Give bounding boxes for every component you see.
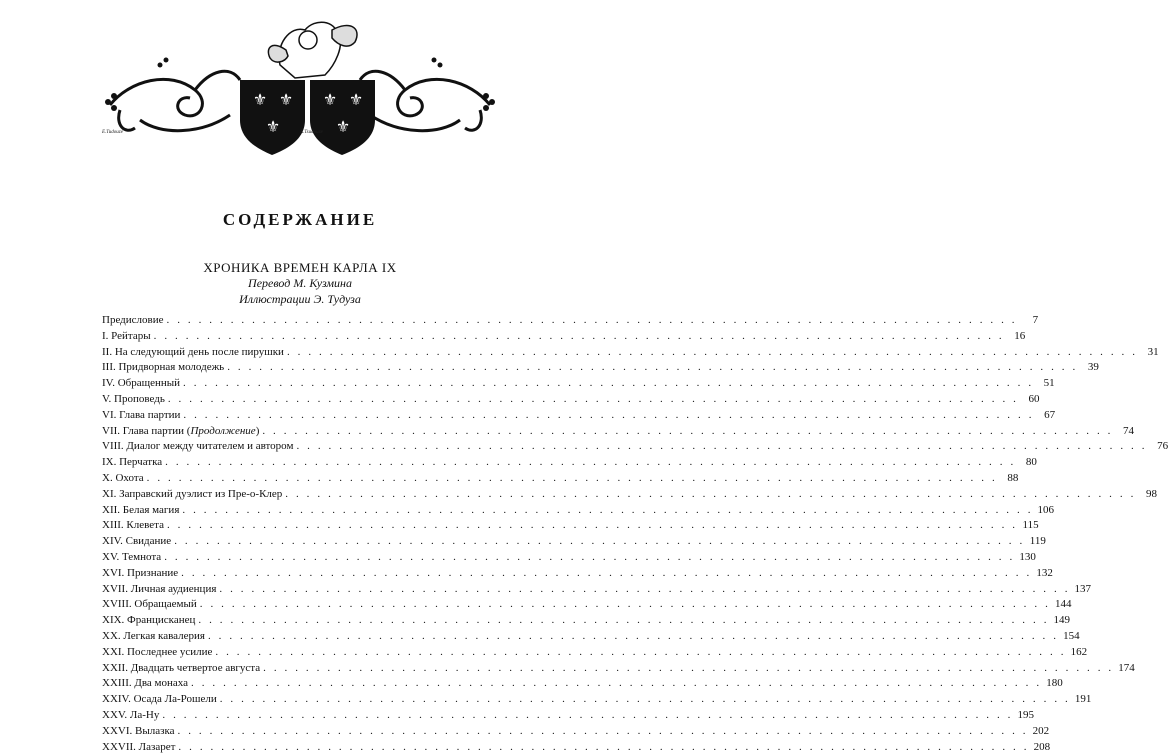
toc-entry-title-text: I. Рейтары (102, 329, 151, 342)
dot-leader: . . . . . . . . . . . . . . . . . . . . . . . . . . . . . . . . . . . . . . . . . . . . . . . . . . . . . . . . . . . . . . . . . . . . . . . . . . . . . . . . (164, 550, 1015, 563)
headpiece-vignette (100, 10, 500, 160)
toc-entry-title-text: IV. Обращенный (102, 377, 181, 390)
toc-entry (102, 661, 1135, 677)
toc-entry-title (102, 455, 162, 471)
toc-entry-title (102, 692, 217, 708)
toc-entry-title (102, 518, 164, 534)
toc-entry-title-text: XII. Белая магия (102, 503, 180, 516)
dot-leader: . . . . . . . . . . . . . . . . . . . . . . . . . . . . . . . . . . . . . . . . . . . . . . . . . . . . . . . . . . . . . . . . . . . . . . . . . . . . . . . . (199, 598, 1051, 611)
dot-leader: . . . . . . . . . . . . . . . . . . . . . . . . . . . . . . . . . . . . . . . . . . . . . . . . . . . . . . . . . . . . . . . . . . . . . . . . . . . . . . . . (286, 345, 1138, 358)
toc-entry (102, 471, 1019, 487)
dot-leader: . . . . . . . . . . . . . . . . . . . . . . . . . . . . . . . . . . . . . . . . . . . . . . . . . . . . . . . . . . . . . . . . . . . . . . . . . . . . . . . . (198, 614, 1050, 627)
toc-entry-title-text: XIII. Клевета (102, 519, 164, 532)
dot-leader: . . . . . . . . . . . . . . . . . . . . . . . . . . . . . . . . . . . . . . . . . . . . . . . . . . . . . . . . . . . . . . . . . . . . . . . . . . . . . . . . (166, 314, 1018, 326)
toc-entry-title (102, 708, 159, 724)
toc-entry-title (102, 329, 151, 345)
dot-leader: . . . . . . . . . . . . . . . . . . . . . . . . . . . . . . . . . . . . . . . . . . . . . . . . . . . . . . . . . . . . . . . . . . . . . . . . . . . . . . . . (296, 440, 1148, 453)
toc-entry (102, 724, 1050, 740)
toc-entry-title-text: V. Проповедь (102, 392, 165, 405)
toc-entry (102, 708, 1035, 724)
toc-entry-title (102, 629, 205, 645)
cherub-icon (268, 22, 357, 78)
toc-entry (102, 345, 1159, 361)
toc-entry-title-text: XV. Темнота (102, 550, 162, 563)
toc-entry-title-text: IX. Перчатка (102, 456, 163, 469)
toc-page-number: 202 (1032, 724, 1050, 737)
dot-leader: . . . . . . . . . . . . . . . . . . . . . . . . . . . . . . . . . . . . . . . . . . . . . . . . . . . . . . . . . . . . . . . . . . . . . . . . . . . . . . . . (219, 582, 1071, 595)
toc-entry-title (102, 550, 161, 566)
toc-page-number: 130 (1019, 550, 1036, 563)
toc-page-number: 67 (1044, 408, 1056, 421)
toc-entry-title-text: XI. Заправский дуэлист из Пре-о-Клер (102, 487, 283, 500)
toc-page-number: 162 (1070, 645, 1088, 658)
toc-entry-title (102, 740, 175, 755)
acanthus-scroll-icon (110, 79, 202, 115)
toc-entry-title-text: XXI. Последнее усилие (102, 645, 213, 658)
dot-leader: . . . . . . . . . . . . . . . . . . . . . . . . . . . . . . . . . . . . . . . . . . . . . . . . . . . . . . . . . . . . . . . . . . . . . . . . . . . . . . . . (153, 329, 1005, 342)
dot-leader: . . . . . . . . . . . . . . . . . . . . . . . . . . . . . . . . . . . . . . . . . . . . . . . . . . . . . . . . . . . . . . . . . . . . . . . . . . . . . . . . (191, 677, 1042, 690)
toc-entry-title-text: XXII. Двадцать четвертое августа (102, 661, 261, 674)
toc-entry (102, 676, 1063, 692)
toc-page-number: 76 (1157, 440, 1168, 453)
toc-page-number: 191 (1074, 693, 1092, 706)
toc-page-number: 115 (1022, 519, 1039, 532)
toc-page-number: 174 (1118, 661, 1135, 674)
toc-entry (102, 597, 1072, 613)
toc-entry-title-text: XXIV. Осада Ла-Рошели (102, 693, 217, 706)
toc-entry (102, 424, 1135, 440)
toc-entry-title-text: XVII. Личная аудиенция (102, 582, 217, 595)
toc-entry (102, 455, 1037, 471)
dot-leader: . . . . . . . . . . . . . . . . . . . . . . . . . . . . . . . . . . . . . . . . . . . . . . . . . . . . . . . . . . . . . . . . . . . . . . . . . . . . . . . . (167, 392, 1019, 405)
toc-entry (102, 534, 1046, 550)
toc-entry-title-italic: Продолжение (190, 424, 256, 437)
toc-entry-title-text: Предисловие (102, 314, 164, 326)
toc-entry-title (102, 597, 197, 613)
toc-entry (102, 518, 1039, 534)
table-of-contents (102, 313, 1168, 755)
toc-page-number: 80 (1025, 456, 1037, 469)
toc-entry-title-text: VI. Глава партии (102, 408, 181, 421)
dot-leader: . . . . . . . . . . . . . . . . . . . . . . . . . . . . . . . . . . . . . . . . . . . . . . . . . . . . . . . . . . . . . . . . . . . . . . . . . . . . . . . . (207, 629, 1059, 642)
svg-text:⚜: ⚜ (335, 117, 351, 136)
toc-page-number: 149 (1053, 614, 1071, 627)
toc-entry-title (102, 534, 171, 550)
toc-entry (102, 740, 1051, 755)
dot-leader: . . . . . . . . . . . . . . . . . . . . . . . . . . . . . . . . . . . . . . . . . . . . . . . . . . . . . . . . . . . . . . . . . . . . . . . . . . . . . . . . (166, 519, 1018, 532)
toc-entry-title (102, 676, 188, 692)
toc-entry (102, 566, 1053, 582)
toc-entry-title (102, 408, 180, 424)
toc-entry (102, 629, 1080, 645)
dot-leader: . . . . . . . . . . . . . . . . . . . . . . . . . . . . . . . . . . . . . . . . . . . . . . . . . . . . . . . . . . . . . . . . . . . . . . . . . . . . . . . . (263, 661, 1114, 674)
translator-credit: Перевод М. Кузмина (248, 276, 352, 290)
toc-entry-title-text: XX. Легкая кавалерия (102, 629, 205, 642)
toc-page-number: 144 (1054, 598, 1072, 611)
toc-entry (102, 313, 1039, 329)
toc-entry (102, 487, 1157, 503)
illustrator-signature-left: E.Tudouze (102, 130, 123, 135)
toc-entry-title-text: XVI. Признание (102, 566, 179, 579)
svg-text:⚜: ⚜ (252, 90, 268, 109)
toc-entry-title (102, 503, 179, 519)
toc-entry (102, 692, 1092, 708)
dot-leader: . . . . . . . . . . . . . . . . . . . . . . . . . . . . . . . . . . . . . . . . . . . . . . . . . . . . . . . . . . . . . . . . . . . . . . . . . . . . . . . . (162, 708, 1014, 721)
toc-entry-title-text: II. На следующий день после пирушки (102, 345, 284, 358)
toc-entry (102, 550, 1036, 566)
toc-page-number: 137 (1074, 582, 1092, 595)
toc-entry (102, 392, 1040, 408)
toc-entry-title-text: XXV. Ла-Ну (102, 708, 160, 721)
contents-heading: СОДЕРЖАНИЕ (222, 210, 378, 229)
toc-entry (102, 360, 1099, 376)
toc-page-number: 51 (1043, 377, 1055, 390)
toc-entry-title-text: XIV. Свидание (102, 535, 172, 548)
toc-page-number: 31 (1147, 345, 1159, 358)
toc-entry-title-text: X. Охота (102, 471, 144, 484)
illustrator-signature-right: A.Tsudouze (300, 130, 323, 135)
toc-page-number: 195 (1017, 708, 1035, 721)
toc-page-number: 98 (1145, 487, 1157, 500)
toc-page-number: 180 (1046, 677, 1063, 690)
dot-leader: . . . . . . . . . . . . . . . . . . . . . . . . . . . . . . . . . . . . . . . . . . . . . . . . . . . . . . . . . . . . . . . . . . . . . . . . . . . . . . . . (177, 724, 1029, 737)
toc-entry-title (102, 424, 259, 440)
toc-entry-title-text: XXVI. Вылазка (102, 724, 175, 737)
dot-leader: . . . . . . . . . . . . . . . . . . . . . . . . . . . . . . . . . . . . . . . . . . . . . . . . . . . . . . . . . . . . . . . . . . . . . . . . . . . . . . . . (285, 487, 1136, 500)
dot-leader: . . . . . . . . . . . . . . . . . . . . . . . . . . . . . . . . . . . . . . . . . . . . . . . . . . . . . . . . . . . . . . . . . . . . . . . . . . . . . . . . (262, 424, 1114, 437)
toc-entry-title-text: XXIII. Два монаха (102, 677, 189, 690)
dot-leader: . . . . . . . . . . . . . . . . . . . . . . . . . . . . . . . . . . . . . . . . . . . . . . . . . . . . . . . . . . . . . . . . . . . . . . . . . . . . . . . . (182, 503, 1034, 516)
dot-leader: . . . . . . . . . . . . . . . . . . . . . . . . . . . . . . . . . . . . . . . . . . . . . . . . . . . . . . . . . . . . . . . . . . . . . . . . . . . . . . . . (146, 471, 998, 484)
toc-entry-title-text: III. Придворная молодежь (102, 361, 225, 374)
toc-entry (102, 503, 1055, 519)
toc-entry-title (102, 471, 144, 487)
dot-leader: . . . . . . . . . . . . . . . . . . . . . . . . . . . . . . . . . . . . . . . . . . . . . . . . . . . . . . . . . . . . . . . . . . . . . . . . . . . . . . . . (227, 361, 1078, 374)
toc-entry (102, 376, 1055, 392)
toc-page-number: 106 (1037, 503, 1055, 516)
svg-text:⚜: ⚜ (348, 90, 364, 109)
svg-text:⚜: ⚜ (278, 90, 294, 109)
toc-page-number: 7 (1032, 314, 1039, 326)
toc-entry-title (102, 645, 212, 661)
toc-page-number: 119 (1029, 535, 1046, 548)
toc-entry-title (102, 613, 195, 629)
toc-entry-title-text: XIX. Францисканец (102, 614, 196, 627)
dot-leader: . . . . . . . . . . . . . . . . . . . . . . . . . . . . . . . . . . . . . . . . . . . . . . . . . . . . . . . . . . . . . . . . . . . . . . . . . . . . . . . . (183, 408, 1035, 421)
illustrator-credit: Иллюстрации Э. Тудуза (239, 292, 361, 306)
toc-page-number: 88 (1007, 471, 1019, 484)
toc-entry (102, 582, 1092, 598)
toc-entry-title (102, 345, 284, 361)
toc-entry-title (102, 376, 180, 392)
toc-entry-title (102, 582, 216, 598)
dot-leader: . . . . . . . . . . . . . . . . . . . . . . . . . . . . . . . . . . . . . . . . . . . . . . . . . . . . . . . . . . . . . . . . . . . . . . . . . . . . . . . . (181, 566, 1032, 579)
svg-text:⚜: ⚜ (265, 117, 281, 136)
toc-entry-title-after: ) (255, 424, 260, 437)
toc-entry-title-text: XVIII. Обращаемый (102, 598, 197, 611)
toc-page-number: 132 (1036, 566, 1053, 579)
dot-leader: . . . . . . . . . . . . . . . . . . . . . . . . . . . . . . . . . . . . . . . . . . . . . . . . . . . . . . . . . . . . . . . . . . . . . . . . . . . . . . . . (215, 645, 1067, 658)
toc-entry-title (102, 313, 164, 329)
toc-entry (102, 645, 1088, 661)
dot-leader: . . . . . . . . . . . . . . . . . . . . . . . . . . . . . . . . . . . . . . . . . . . . . . . . . . . . . . . . . . . . . . . . . . . . . . . . . . . . . . . . (219, 693, 1071, 706)
toc-entry-title-text: VII. Глава партии ( (102, 424, 191, 437)
svg-text:⚜: ⚜ (322, 90, 338, 109)
toc-page-number: 60 (1028, 392, 1040, 405)
toc-entry-title (102, 392, 165, 408)
toc-entry-title-text: VIII. Диалог между читателем и автором (102, 440, 294, 453)
toc-entry-title (102, 487, 282, 503)
dot-leader: . . . . . . . . . . . . . . . . . . . . . . . . . . . . . . . . . . . . . . . . . . . . . . . . . . . . . . . . . . . . . . . . . . . . . . . . . . . . . . . . (174, 535, 1025, 548)
toc-entry-title (102, 439, 293, 455)
toc-entry-title (102, 661, 260, 677)
toc-entry-title (102, 724, 175, 740)
toc-page-number: 39 (1087, 361, 1099, 374)
toc-entry-title (102, 360, 224, 376)
toc-entry (102, 439, 1168, 455)
toc-entry (102, 408, 1056, 424)
toc-entry-title (102, 566, 178, 582)
toc-page-number: 74 (1123, 424, 1135, 437)
work-title: ХРОНИКА ВРЕМЕН КАРЛА IX (203, 260, 397, 275)
toc-entry-title-text: XXVII. Лазарет (102, 740, 176, 753)
dot-leader: . . . . . . . . . . . . . . . . . . . . . . . . . . . . . . . . . . . . . . . . . . . . . . . . . . . . . . . . . . . . . . . . . . . . . . . . . . . . . . . . (183, 377, 1034, 390)
toc-page-number: 154 (1063, 629, 1080, 642)
dot-leader: . . . . . . . . . . . . . . . . . . . . . . . . . . . . . . . . . . . . . . . . . . . . . . . . . . . . . . . . . . . . . . . . . . . . . . . . . . . . . . . . (178, 740, 1030, 753)
toc-page-number: 208 (1033, 740, 1051, 753)
dot-leader: . . . . . . . . . . . . . . . . . . . . . . . . . . . . . . . . . . . . . . . . . . . . . . . . . . . . . . . . . . . . . . . . . . . . . . . . . . . . . . . . (165, 456, 1016, 469)
toc-entry (102, 329, 1026, 345)
toc-page-number: 16 (1014, 329, 1026, 342)
toc-entry (102, 613, 1071, 629)
